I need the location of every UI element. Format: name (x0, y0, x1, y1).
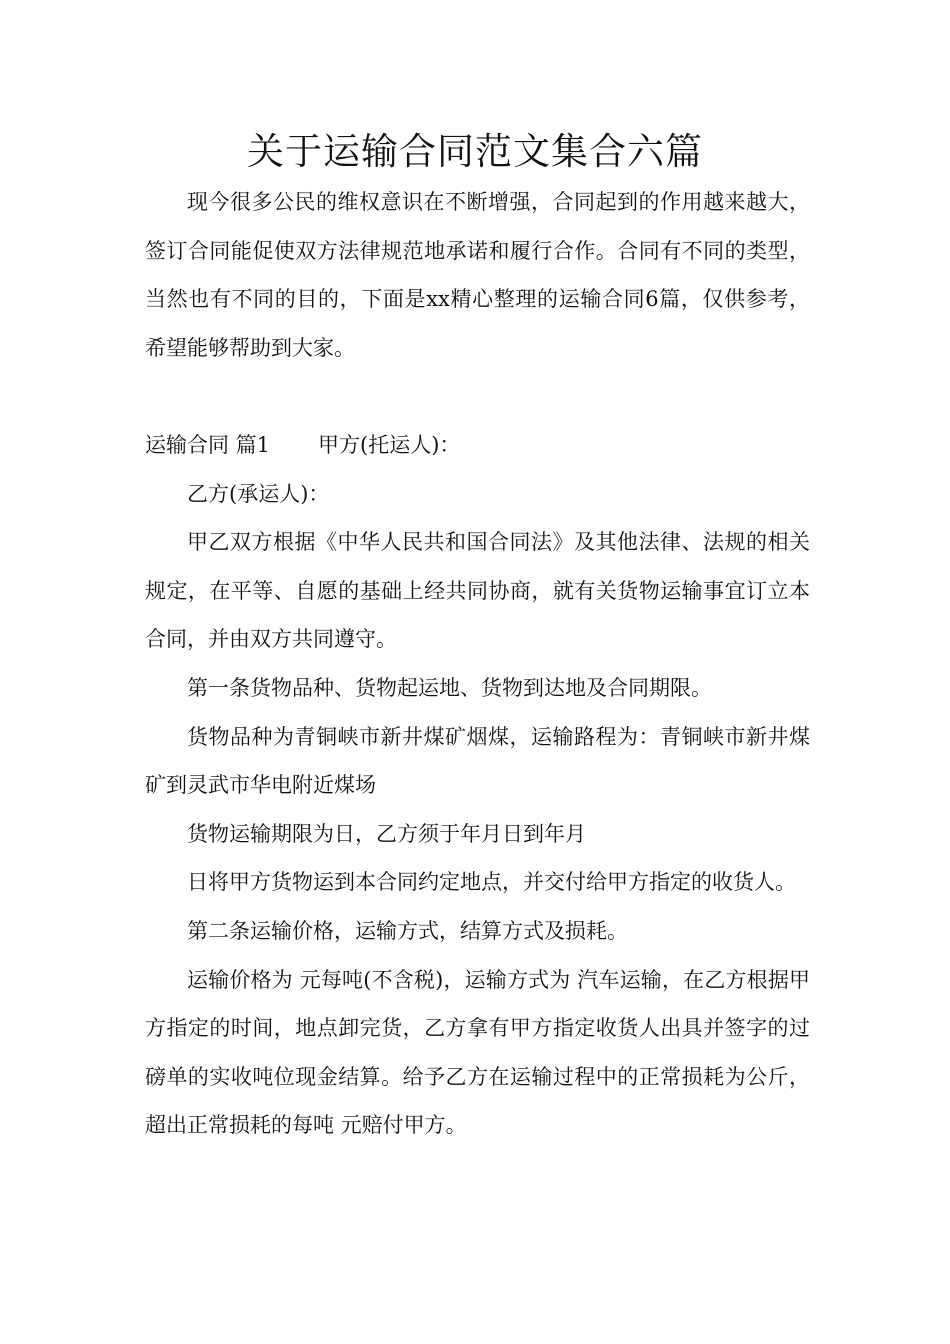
paragraph-gap (145, 372, 810, 421)
article-1-title: 第一条货物品种、货物起运地、货物到达地及合同期限。 (187, 675, 712, 700)
section-heading-line (145, 421, 810, 470)
article-1-goods: 货物品种为青铜峡市新井煤矿烟煤，运输路程为：青铜峡市新井煤矿到灵武市华电附近煤场 (145, 724, 810, 798)
contract-preamble: 甲乙双方根据《中华人民共和国合同法》及其他法律、法规的相关规定，在平等、自愿的基础上经共同协商，就有关货物运输事宜订立本合同，并由双方共同遵守。 (145, 530, 810, 652)
article-1-term: 货物运输期限为日，乙方须于年月日到年月 (187, 821, 586, 846)
intro-paragraph: 现今很多公民的维权意识在不断增强，合同起到的作用越来越大，签订合同能促使双方法律规范地承诺和履行合作。合同有不同的类型，当然也有不同的目的，下面是xx精心整理的运输合同6篇，仅供参考，希望能够帮助到大家。 (145, 190, 810, 360)
document-title: 关于运输合同范文集合六篇 (247, 130, 703, 173)
document-body (145, 178, 810, 1150)
party-a-label: 甲方(托运人)： (318, 432, 461, 457)
section-heading: 运输合同 篇1 (145, 432, 271, 457)
party-b-label: 乙方(承运人)： (187, 481, 330, 506)
article-2-price: 运输价格为 元每吨(不含税)，运输方式为 汽车运输，在乙方根据甲方指定的时间，地点卸完货，乙方拿有甲方指定收货人出具并签字的过磅单的实收吨位现金结算。给予乙方在运输过程中的正常损耗为公斤，超出正常损耗的每吨 元赔付甲方。 (145, 967, 810, 1138)
article-2-title: 第二条运输价格，运输方式，结算方式及损耗。 (187, 918, 628, 943)
article-1-delivery: 日将甲方货物运到本合同约定地点，并交付给甲方指定的收货人。 (187, 870, 796, 895)
